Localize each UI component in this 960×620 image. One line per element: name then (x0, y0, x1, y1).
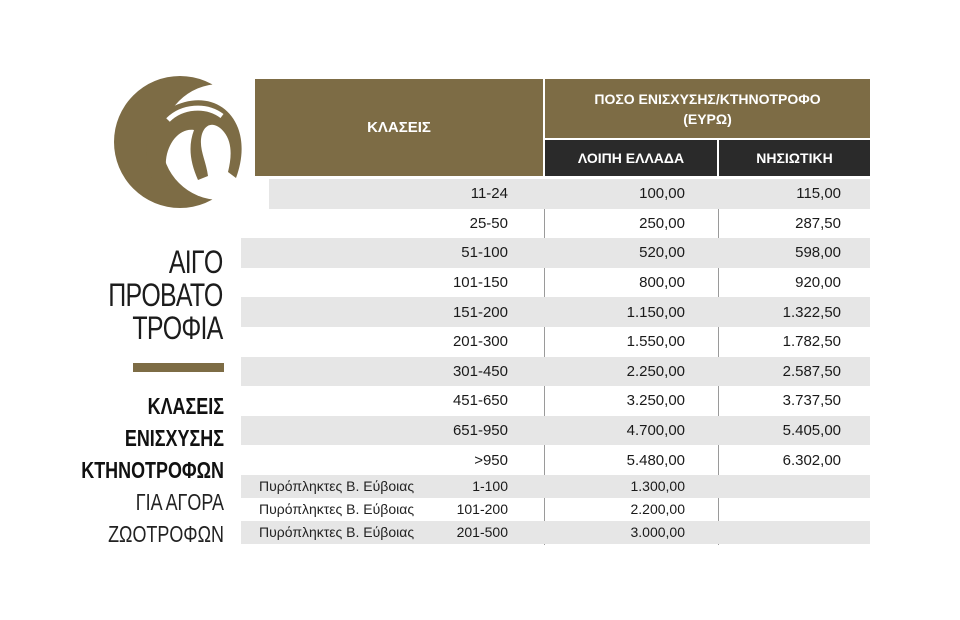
divider (133, 363, 224, 372)
table-row (241, 498, 870, 521)
cell-class: 451-650 (452, 392, 508, 410)
cell-area (259, 209, 441, 239)
cell-area: Πυρόπληκτες Β. Εύβοιας (259, 501, 415, 518)
cell-class: 651-950 (452, 422, 508, 440)
table-row (241, 357, 870, 387)
goat-logo (110, 70, 260, 220)
cell-rest: 4.700,00 (626, 422, 685, 440)
cell-island: 598,00 (795, 244, 841, 262)
cell-rest: 5.480,00 (626, 451, 685, 469)
cell-area (259, 357, 441, 387)
cell-area (259, 327, 441, 357)
cell-rest: 520,00 (639, 244, 685, 262)
cell-rest: 1.150,00 (626, 303, 685, 321)
subtitle-line: ΚΛΑΣΕΙΣ (147, 393, 224, 419)
cell-area (259, 268, 441, 298)
cell-island: 1.782,50 (782, 333, 841, 351)
header-rest-of-greece: ΛΟΙΠΗ ΕΛΛΑΔΑ (545, 140, 717, 176)
subtitle-line: ΚΤΗΝΟΤΡΟΦΩΝ (81, 457, 224, 483)
header-amount-unit: (ΕΥΡΩ) (683, 111, 732, 127)
cell-class: 301-450 (452, 362, 508, 380)
header-classes: ΚΛΑΣΕΙΣ (255, 79, 543, 176)
cell-area (259, 297, 441, 327)
cell-rest: 100,00 (639, 185, 685, 203)
cell-area: Πυρόπληκτες Β. Εύβοιας (259, 524, 415, 541)
table-body (241, 179, 870, 544)
cell-island: 2.587,50 (782, 362, 841, 380)
cell-island: 3.737,50 (782, 392, 841, 410)
table-row (241, 209, 870, 239)
cell-island (719, 521, 841, 544)
cell-rest: 3.000,00 (630, 524, 685, 541)
subtitle (81, 390, 224, 550)
cell-island: 6.302,00 (782, 451, 841, 469)
cell-class: 51-100 (461, 244, 508, 262)
cell-island: 115,00 (796, 185, 841, 203)
cell-island: 1.322,50 (782, 303, 841, 321)
title-line: ΠΡΟΒΑΤΟ (108, 277, 223, 313)
cell-rest: 2.200,00 (630, 501, 685, 518)
cell-island: 920,00 (795, 274, 841, 292)
table-row (241, 327, 870, 357)
cell-class: 201-500 (456, 524, 508, 541)
cell-class: 201-300 (452, 333, 508, 351)
cell-island: 287,50 (795, 214, 841, 232)
cell-class: 25-50 (469, 214, 508, 232)
table-row (241, 297, 870, 327)
cell-area (259, 179, 441, 209)
cell-class: 101-150 (452, 274, 508, 292)
cell-area (259, 386, 441, 416)
goat-head-icon (110, 70, 260, 220)
table-row (241, 475, 870, 498)
page-title (109, 246, 223, 345)
table-row (241, 238, 870, 268)
cell-class: 151-200 (452, 303, 508, 321)
cell-area (259, 416, 441, 446)
cell-rest: 1.300,00 (630, 478, 685, 495)
cell-island (719, 498, 841, 521)
header-amount-label: ΠΟΣΟ ΕΝΙΣΧΥΣΗΣ/ΚΤΗΝΟΤΡΟΦΟ (594, 91, 821, 107)
title-line: ΑΙΓΟ (169, 244, 223, 280)
table-row (269, 179, 870, 209)
cell-island: 5.405,00 (782, 422, 841, 440)
cell-class: >950 (474, 451, 508, 469)
cell-rest: 800,00 (639, 274, 685, 292)
cell-rest: 1.550,00 (626, 333, 685, 351)
cell-rest: 250,00 (639, 214, 685, 232)
cell-island (719, 475, 841, 498)
table-row (241, 445, 870, 475)
title-line: ΤΡΟΦΙΑ (132, 310, 223, 346)
cell-class: 101-200 (456, 501, 508, 518)
cell-area (259, 238, 441, 268)
cell-rest: 3.250,00 (626, 392, 685, 410)
subtitle-line: ΓΙΑ ΑΓΟΡΑ (135, 489, 224, 515)
table-row (241, 416, 870, 446)
subtitle-line: ΖΩΟΤΡΟΦΩΝ (108, 521, 224, 547)
cell-area: Πυρόπληκτες Β. Εύβοιας (259, 478, 415, 495)
cell-rest: 2.250,00 (626, 362, 685, 380)
table-row (241, 268, 870, 298)
header-amount (545, 79, 870, 138)
table-row (241, 521, 870, 544)
cell-class: 11-24 (470, 185, 508, 203)
table-row (241, 386, 870, 416)
cell-area (259, 445, 441, 475)
header-island: ΝΗΣΙΩΤΙΚΗ (719, 140, 870, 176)
subtitle-line: ΕΝΙΣΧΥΣΗΣ (124, 425, 224, 451)
cell-class: 1-100 (472, 478, 508, 495)
